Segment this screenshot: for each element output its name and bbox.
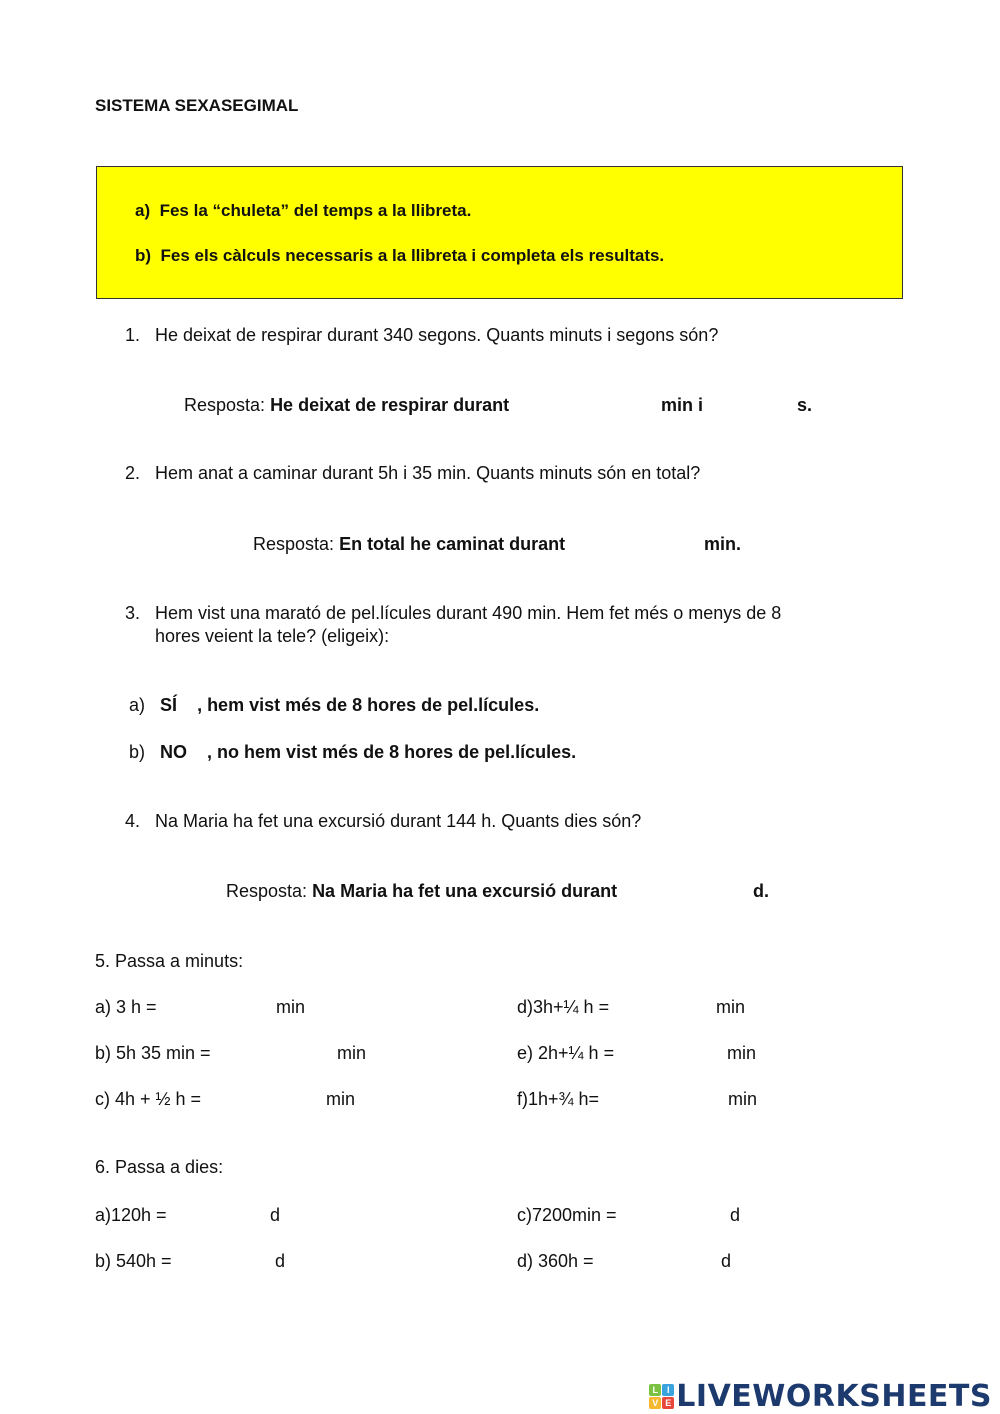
answer-1-minutes-input[interactable]: [555, 392, 655, 418]
exercise-5a-input[interactable]: [175, 994, 270, 1020]
instruction-text: Fes la “chuleta” del temps a la llibreta.: [159, 201, 472, 220]
answer-label: Resposta:: [253, 534, 335, 554]
question-number: 1.: [125, 325, 141, 345]
answer-text: Na Maria ha fet una excursió durant: [312, 881, 618, 901]
exercise-5b-input[interactable]: [235, 1040, 330, 1066]
option-marker: a): [129, 695, 146, 715]
logo-icon: [649, 1384, 674, 1409]
question-3: [125, 603, 781, 624]
question-2: [125, 463, 700, 484]
instruction-text: Fes els càlculs necessaris a la llibreta i completa els resultats.: [160, 246, 665, 265]
question-text: Na Maria ha fet una excursió durant 144 h. Quants dies són?: [155, 811, 642, 831]
instruction-a: [135, 201, 471, 221]
exercise-6c-input[interactable]: [637, 1202, 723, 1228]
instruction-marker: a): [135, 201, 151, 220]
unit-label: min: [728, 1089, 758, 1109]
exercise-label: b) 5h 35 min =: [95, 1043, 211, 1063]
liveworksheets-logo: [649, 1379, 992, 1414]
option-text: , hem vist més de 8 hores de pel.lícules.: [197, 695, 540, 715]
exercise-5c-input[interactable]: [222, 1086, 317, 1112]
unit-label: s.: [797, 395, 813, 415]
exercise-label: a)120h =: [95, 1205, 167, 1225]
option-no-button[interactable]: NO: [160, 742, 188, 762]
logo-letter: L: [649, 1384, 661, 1396]
exercise-label: d)3h+¼ h =: [517, 997, 610, 1017]
option-text: , no hem vist més de 8 hores de pel.lícules.: [207, 742, 577, 762]
question-text: Hem vist una marató de pel.lícules durant 490 min. Hem fet més o menys de 8: [155, 603, 782, 623]
question-text: He deixat de respirar durant 340 segons. Quants minuts i segons són?: [155, 325, 719, 345]
unit-label: min.: [704, 534, 742, 554]
logo-letter: V: [649, 1397, 661, 1409]
exercise-5d-input[interactable]: [628, 994, 710, 1020]
unit-label: min: [337, 1043, 367, 1063]
answer-text: He deixat de respirar durant: [270, 395, 510, 415]
question-number: 2.: [125, 463, 141, 483]
unit-label: d: [730, 1205, 741, 1225]
unit-label: d: [270, 1205, 281, 1225]
answer-4: [226, 881, 617, 902]
unit-label: d.: [753, 881, 769, 901]
answer-label: Resposta:: [226, 881, 308, 901]
instructions-box: [96, 166, 903, 299]
exercise-5e-input[interactable]: [636, 1040, 721, 1066]
exercise-label: c) 4h + ½ h =: [95, 1089, 202, 1109]
exercise-6b-input[interactable]: [188, 1248, 268, 1274]
exercise-label: b) 540h =: [95, 1251, 172, 1271]
option-a: [129, 695, 539, 716]
unit-label: min i: [661, 395, 704, 415]
unit-label: min: [326, 1089, 356, 1109]
exercise-label: f)1h+¾ h=: [517, 1089, 600, 1109]
answer-1-seconds-input[interactable]: [712, 392, 792, 418]
section-5-heading: 5. Passa a minuts:: [95, 951, 244, 971]
answer-2-input[interactable]: [610, 531, 700, 557]
logo-letter: I: [662, 1384, 674, 1396]
unit-label: min: [716, 997, 746, 1017]
exercise-label: a) 3 h =: [95, 997, 157, 1017]
page-title: SISTEMA SEXASEGIMAL: [95, 96, 299, 115]
exercise-6a-input[interactable]: [182, 1202, 264, 1228]
question-text: Hem anat a caminar durant 5h i 35 min. Quants minuts són en total?: [155, 463, 701, 483]
unit-label: min: [727, 1043, 757, 1063]
option-yes-button[interactable]: SÍ: [160, 695, 178, 715]
question-4: [125, 811, 641, 832]
question-1: [125, 325, 718, 346]
exercise-5f-input[interactable]: [618, 1086, 721, 1112]
unit-label: d: [721, 1251, 732, 1271]
unit-label: min: [276, 997, 306, 1017]
question-number: 4.: [125, 811, 141, 831]
logo-text: LIVEWORKSHEETS: [676, 1379, 992, 1414]
logo-letter: E: [662, 1397, 674, 1409]
instruction-b: [135, 246, 664, 266]
answer-text: En total he caminat durant: [339, 534, 566, 554]
exercise-6d-input[interactable]: [612, 1248, 712, 1274]
question-number: 3.: [125, 603, 141, 623]
section-6-heading: 6. Passa a dies:: [95, 1157, 224, 1177]
answer-label: Resposta:: [184, 395, 266, 415]
answer-4-input[interactable]: [672, 878, 748, 904]
instruction-marker: b): [135, 246, 152, 265]
exercise-label: e) 2h+¼ h =: [517, 1043, 615, 1063]
option-b: [129, 742, 576, 763]
option-marker: b): [129, 742, 146, 762]
question-text-continued: hores veient la tele? (eligeix):: [155, 626, 390, 646]
answer-2: [253, 534, 565, 555]
answer-1: [184, 395, 509, 416]
exercise-label: c)7200min =: [517, 1205, 617, 1225]
exercise-label: d) 360h =: [517, 1251, 594, 1271]
unit-label: d: [275, 1251, 286, 1271]
